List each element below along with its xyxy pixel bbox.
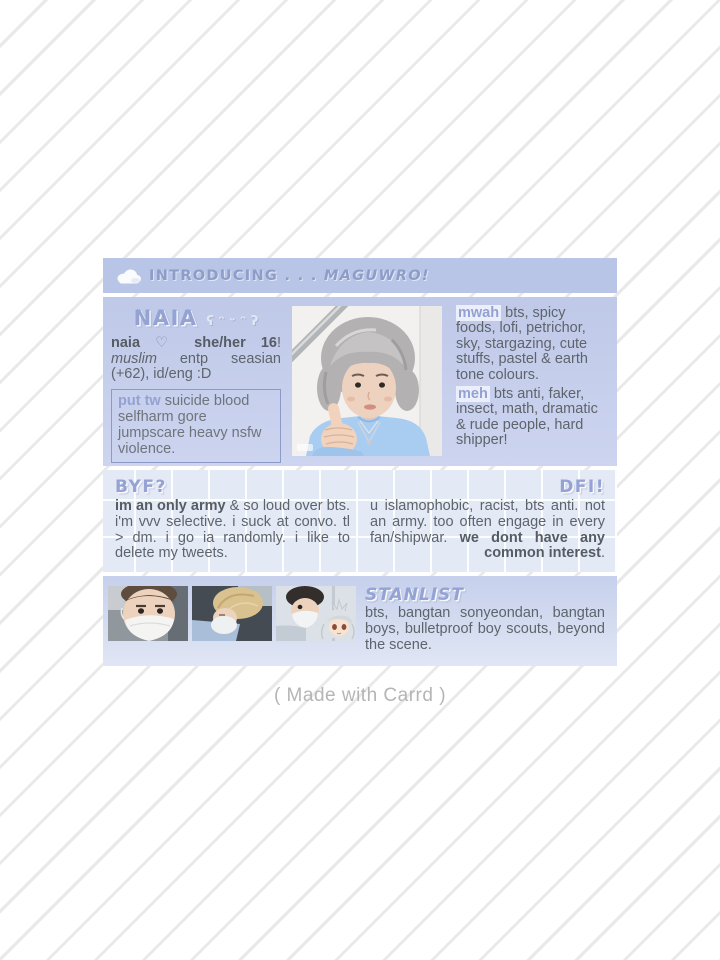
stanlist-title: STANLIST — [365, 585, 464, 605]
likes-paragraph — [456, 306, 607, 383]
page-title-prefix: INTRODUCING . . . — [149, 267, 324, 284]
trigger-warning-label: put tw — [118, 392, 161, 409]
byf-title: BYF? — [115, 477, 167, 497]
bio-age: 16 — [260, 335, 277, 351]
header-bar — [103, 258, 617, 293]
page-title — [149, 268, 430, 284]
dfi-body: u islamophobic, racist, bts anti. not an army. too often engage in every fan/shipwar. — [370, 498, 605, 546]
face-mask — [211, 616, 237, 634]
trigger-warning-text: suicide blood selfharm gore jumpscare heavy nsfw violence. — [118, 392, 262, 457]
profile-bio — [111, 336, 281, 383]
made-with-carrd-link[interactable]: ( Made with Carrd ) — [273, 685, 447, 706]
bio-name: naia — [111, 335, 141, 351]
gallery-photo-anime-pair — [276, 586, 356, 641]
dfi-tail: . — [600, 545, 605, 562]
stanlist-text: bts, bangtan sonyeondan, bangtan boys, bulletproof boy scouts, beyond the scene. — [365, 605, 605, 653]
likes-label: mwah — [458, 305, 500, 321]
byf-column — [115, 477, 360, 564]
dislikes-label: meh — [458, 386, 488, 403]
bio-details: entp seasian (+62), id/eng :D — [111, 350, 281, 383]
dfi-column — [360, 477, 605, 564]
bio-religion: muslim — [111, 350, 157, 367]
heart-icon: ♡ — [155, 335, 180, 351]
photo-watermark — [297, 444, 313, 451]
bio-age-mark: ! — [276, 335, 281, 351]
profile-right-column — [449, 306, 611, 456]
bio-pronouns: she/her — [194, 335, 246, 351]
footer — [103, 685, 617, 707]
stanlist-column — [360, 586, 611, 666]
dfi-bold: we dont have any common interest — [459, 529, 605, 562]
profile-name-title — [111, 306, 281, 334]
byf-text — [115, 499, 350, 562]
trigger-warning-box — [111, 389, 281, 463]
intro-card — [103, 258, 617, 707]
kaomoji-decoration: ʕ ᵔ ᵕ ᵔ ʔ — [206, 314, 259, 329]
cloud-icon — [116, 268, 142, 284]
main-photo — [292, 306, 442, 456]
byf-body: & so loud over bts. i'm vvv selective. i suck at convo. tl > dm. i go ia randomly. i like to delete my tweets. — [115, 498, 350, 562]
dislikes-text: bts anti, faker, insect, math, dramatic & rude people, hard shipper! — [456, 386, 598, 449]
gallery-photo-car-selfie — [108, 586, 188, 641]
gallery-photo-blonde-sleeping — [192, 586, 272, 641]
likes-text: bts, spicy foods, lofi, petrichor, sky, stargazing, cute stuffs, pastel & earth tone colours. — [456, 305, 588, 383]
dislikes-paragraph — [456, 387, 607, 449]
page-title-name: MAGUWRO! — [323, 267, 430, 284]
profile-section — [103, 297, 617, 466]
byf-dfi-section — [103, 470, 617, 572]
byf-lead: im an only army — [115, 498, 226, 514]
profile-name-text: NAIA — [133, 306, 198, 330]
stanlist-section — [103, 576, 617, 666]
profile-left-column — [109, 306, 285, 456]
dfi-text — [370, 499, 605, 562]
dfi-title: DFI! — [559, 477, 605, 497]
photo-gallery — [108, 586, 360, 666]
